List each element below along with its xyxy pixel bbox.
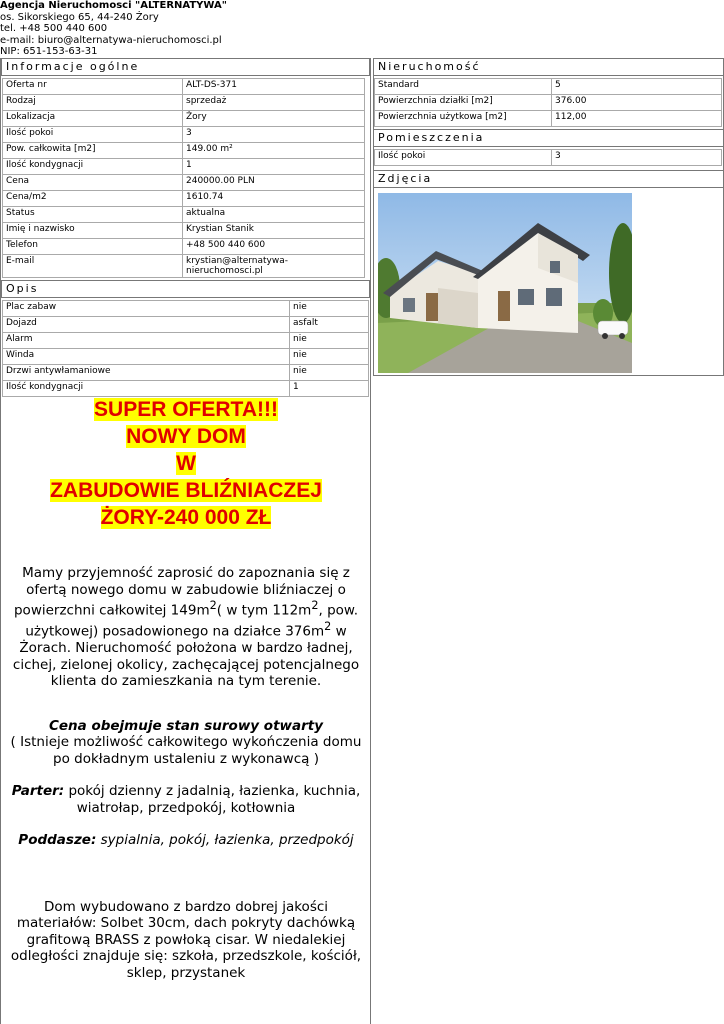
parter-info: Parter: pokój dzienny z jadalnią, łazienka, kuchnia, wiatrołap, przedpokój, kotłownia bbox=[11, 783, 361, 816]
row-value: nie bbox=[290, 365, 369, 381]
row-value: Krystian Stanik bbox=[183, 223, 365, 239]
table-row bbox=[3, 111, 365, 127]
row-value: 1 bbox=[290, 381, 369, 397]
table-row bbox=[375, 95, 722, 111]
table-row bbox=[3, 381, 369, 397]
table-row bbox=[375, 150, 722, 166]
headline-line-3: W bbox=[176, 452, 196, 475]
row-label: Status bbox=[3, 207, 183, 223]
row-value: 149.00 m² bbox=[183, 143, 365, 159]
row-label: Rodzaj bbox=[3, 95, 183, 111]
offer-description bbox=[3, 396, 369, 981]
table-row bbox=[3, 239, 365, 255]
row-label: Cena bbox=[3, 175, 183, 191]
poddasze-info: Poddasze: sypialnia, pokój, łazienka, przedpokój bbox=[18, 832, 354, 848]
table-row bbox=[3, 143, 365, 159]
row-label: Ilość kondygnacji bbox=[3, 159, 183, 175]
row-value: 240000.00 PLN bbox=[183, 175, 365, 191]
table-row bbox=[3, 349, 369, 365]
headline-line-2: NOWY DOM bbox=[126, 425, 246, 448]
row-value: 1 bbox=[183, 159, 365, 175]
section-rooms-title: Pomieszczenia bbox=[373, 129, 724, 147]
general-info-table bbox=[2, 78, 365, 278]
section-photos-title: Zdjęcia bbox=[373, 170, 724, 188]
agency-name: Agencja Nieruchomosci "ALTERNATYWA" bbox=[0, 0, 227, 11]
headline-line-5: ŻORY-240 000 ZŁ bbox=[100, 506, 272, 529]
row-value: aktualna bbox=[183, 207, 365, 223]
row-label: Winda bbox=[3, 349, 290, 365]
table-row bbox=[3, 127, 365, 143]
row-label: Powierzchnia działki [m2] bbox=[375, 95, 552, 111]
row-value: krystian@alternatywa-nieruchomosci.pl bbox=[183, 255, 365, 278]
table-row bbox=[3, 191, 365, 207]
agency-address: os. Sikorskiego 65, 44-240 Żory bbox=[0, 11, 159, 23]
description-paragraph-1: Mamy przyjemność zaprosić do zapoznania się z ofertą nowego domu w zabudowie bliźniaczej o powierzchni całkowitej $149m^2$( w tym $112m^2$, pow. użytkowej) posadowionego na działce $376m^2$ w Żorach. Nieruchomość położona w bardzo ładnej, cichej, zielonej okolicy, zachęcającej potencjalnego klienta do zamieszkania na tym terenie. bbox=[12, 565, 360, 689]
row-value: 112,00 bbox=[552, 111, 722, 127]
table-row bbox=[3, 333, 369, 349]
row-label: Ilość kondygnacji bbox=[3, 381, 290, 397]
price-detail: ( Istnieje możliwość całkowitego wykończenia domu po dokładnym ustaleniu z wykonawcą ) bbox=[10, 734, 362, 767]
opis-table bbox=[2, 300, 369, 397]
row-value: Żory bbox=[183, 111, 365, 127]
row-label: Plac zabaw bbox=[3, 301, 290, 317]
row-value: ALT-DS-371 bbox=[183, 79, 365, 95]
rooms-table bbox=[374, 149, 722, 166]
table-row bbox=[3, 95, 365, 111]
row-label: Ilość pokoi bbox=[3, 127, 183, 143]
offer-headline bbox=[3, 396, 369, 531]
row-label: Dojazd bbox=[3, 317, 290, 333]
agency-phone: tel. +48 500 440 600 bbox=[0, 23, 108, 34]
table-row bbox=[375, 79, 722, 95]
row-value: +48 500 440 600 bbox=[183, 239, 365, 255]
table-row bbox=[3, 159, 365, 175]
row-label: Pow. całkowita [m2] bbox=[3, 143, 183, 159]
row-label: Telefon bbox=[3, 239, 183, 255]
row-label: Ilość pokoi bbox=[375, 150, 552, 166]
table-row bbox=[3, 223, 365, 239]
house-photo[interactable] bbox=[378, 193, 632, 373]
table-row bbox=[375, 111, 722, 127]
section-opis-title: Opis bbox=[1, 280, 370, 298]
row-label: Lokalizacja bbox=[3, 111, 183, 127]
row-value: 1610.74 bbox=[183, 191, 365, 207]
row-value: 376.00 bbox=[552, 95, 722, 111]
property-table bbox=[374, 78, 722, 127]
row-label: Imię i nazwisko bbox=[3, 223, 183, 239]
agency-header bbox=[0, 0, 227, 58]
row-label: Powierzchnia użytkowa [m2] bbox=[375, 111, 552, 127]
row-label: Oferta nr bbox=[3, 79, 183, 95]
price-note: Cena obejmuje stan surowy otwarty bbox=[48, 717, 324, 734]
description-paragraph-last: Dom wybudowano z bardzo dobrej jakości materiałów: Solbet 30cm, dach pokryty dachówką grafitową BRASS z powłoką cisar. W niedalekiej odległości znajduje się: szkoła, przedszkole, kościół, sklep, przystanek bbox=[10, 898, 362, 981]
table-row bbox=[3, 301, 369, 317]
row-label: Alarm bbox=[3, 333, 290, 349]
row-value: 5 bbox=[552, 79, 722, 95]
headline-line-1: SUPER OFERTA!!! bbox=[94, 398, 278, 421]
table-row bbox=[3, 207, 365, 223]
headline-line-4: ZABUDOWIE BLIŹNIACZEJ bbox=[50, 479, 322, 502]
section-general-title: Informacje ogólne bbox=[1, 58, 370, 76]
section-property-title: Nieruchomość bbox=[373, 58, 724, 76]
row-value: nie bbox=[290, 349, 369, 365]
table-row bbox=[3, 79, 365, 95]
row-label: Drzwi antywłamaniowe bbox=[3, 365, 290, 381]
row-value: nie bbox=[290, 301, 369, 317]
row-value: sprzedaż bbox=[183, 95, 365, 111]
table-row bbox=[3, 317, 369, 333]
table-row bbox=[3, 175, 365, 191]
row-value: asfalt bbox=[290, 317, 369, 333]
agency-email: e-mail: biuro@alternatywa-nieruchomosci.pl bbox=[0, 34, 222, 46]
table-row bbox=[3, 365, 369, 381]
row-value: nie bbox=[290, 333, 369, 349]
row-label: Cena/m2 bbox=[3, 191, 183, 207]
row-value: 3 bbox=[183, 127, 365, 143]
table-row bbox=[3, 255, 365, 278]
row-label: E-mail bbox=[3, 255, 183, 278]
house-image bbox=[378, 193, 632, 373]
row-value: 3 bbox=[552, 150, 722, 166]
row-label: Standard bbox=[375, 79, 552, 95]
agency-nip: NIP: 651-153-63-31 bbox=[0, 46, 98, 57]
